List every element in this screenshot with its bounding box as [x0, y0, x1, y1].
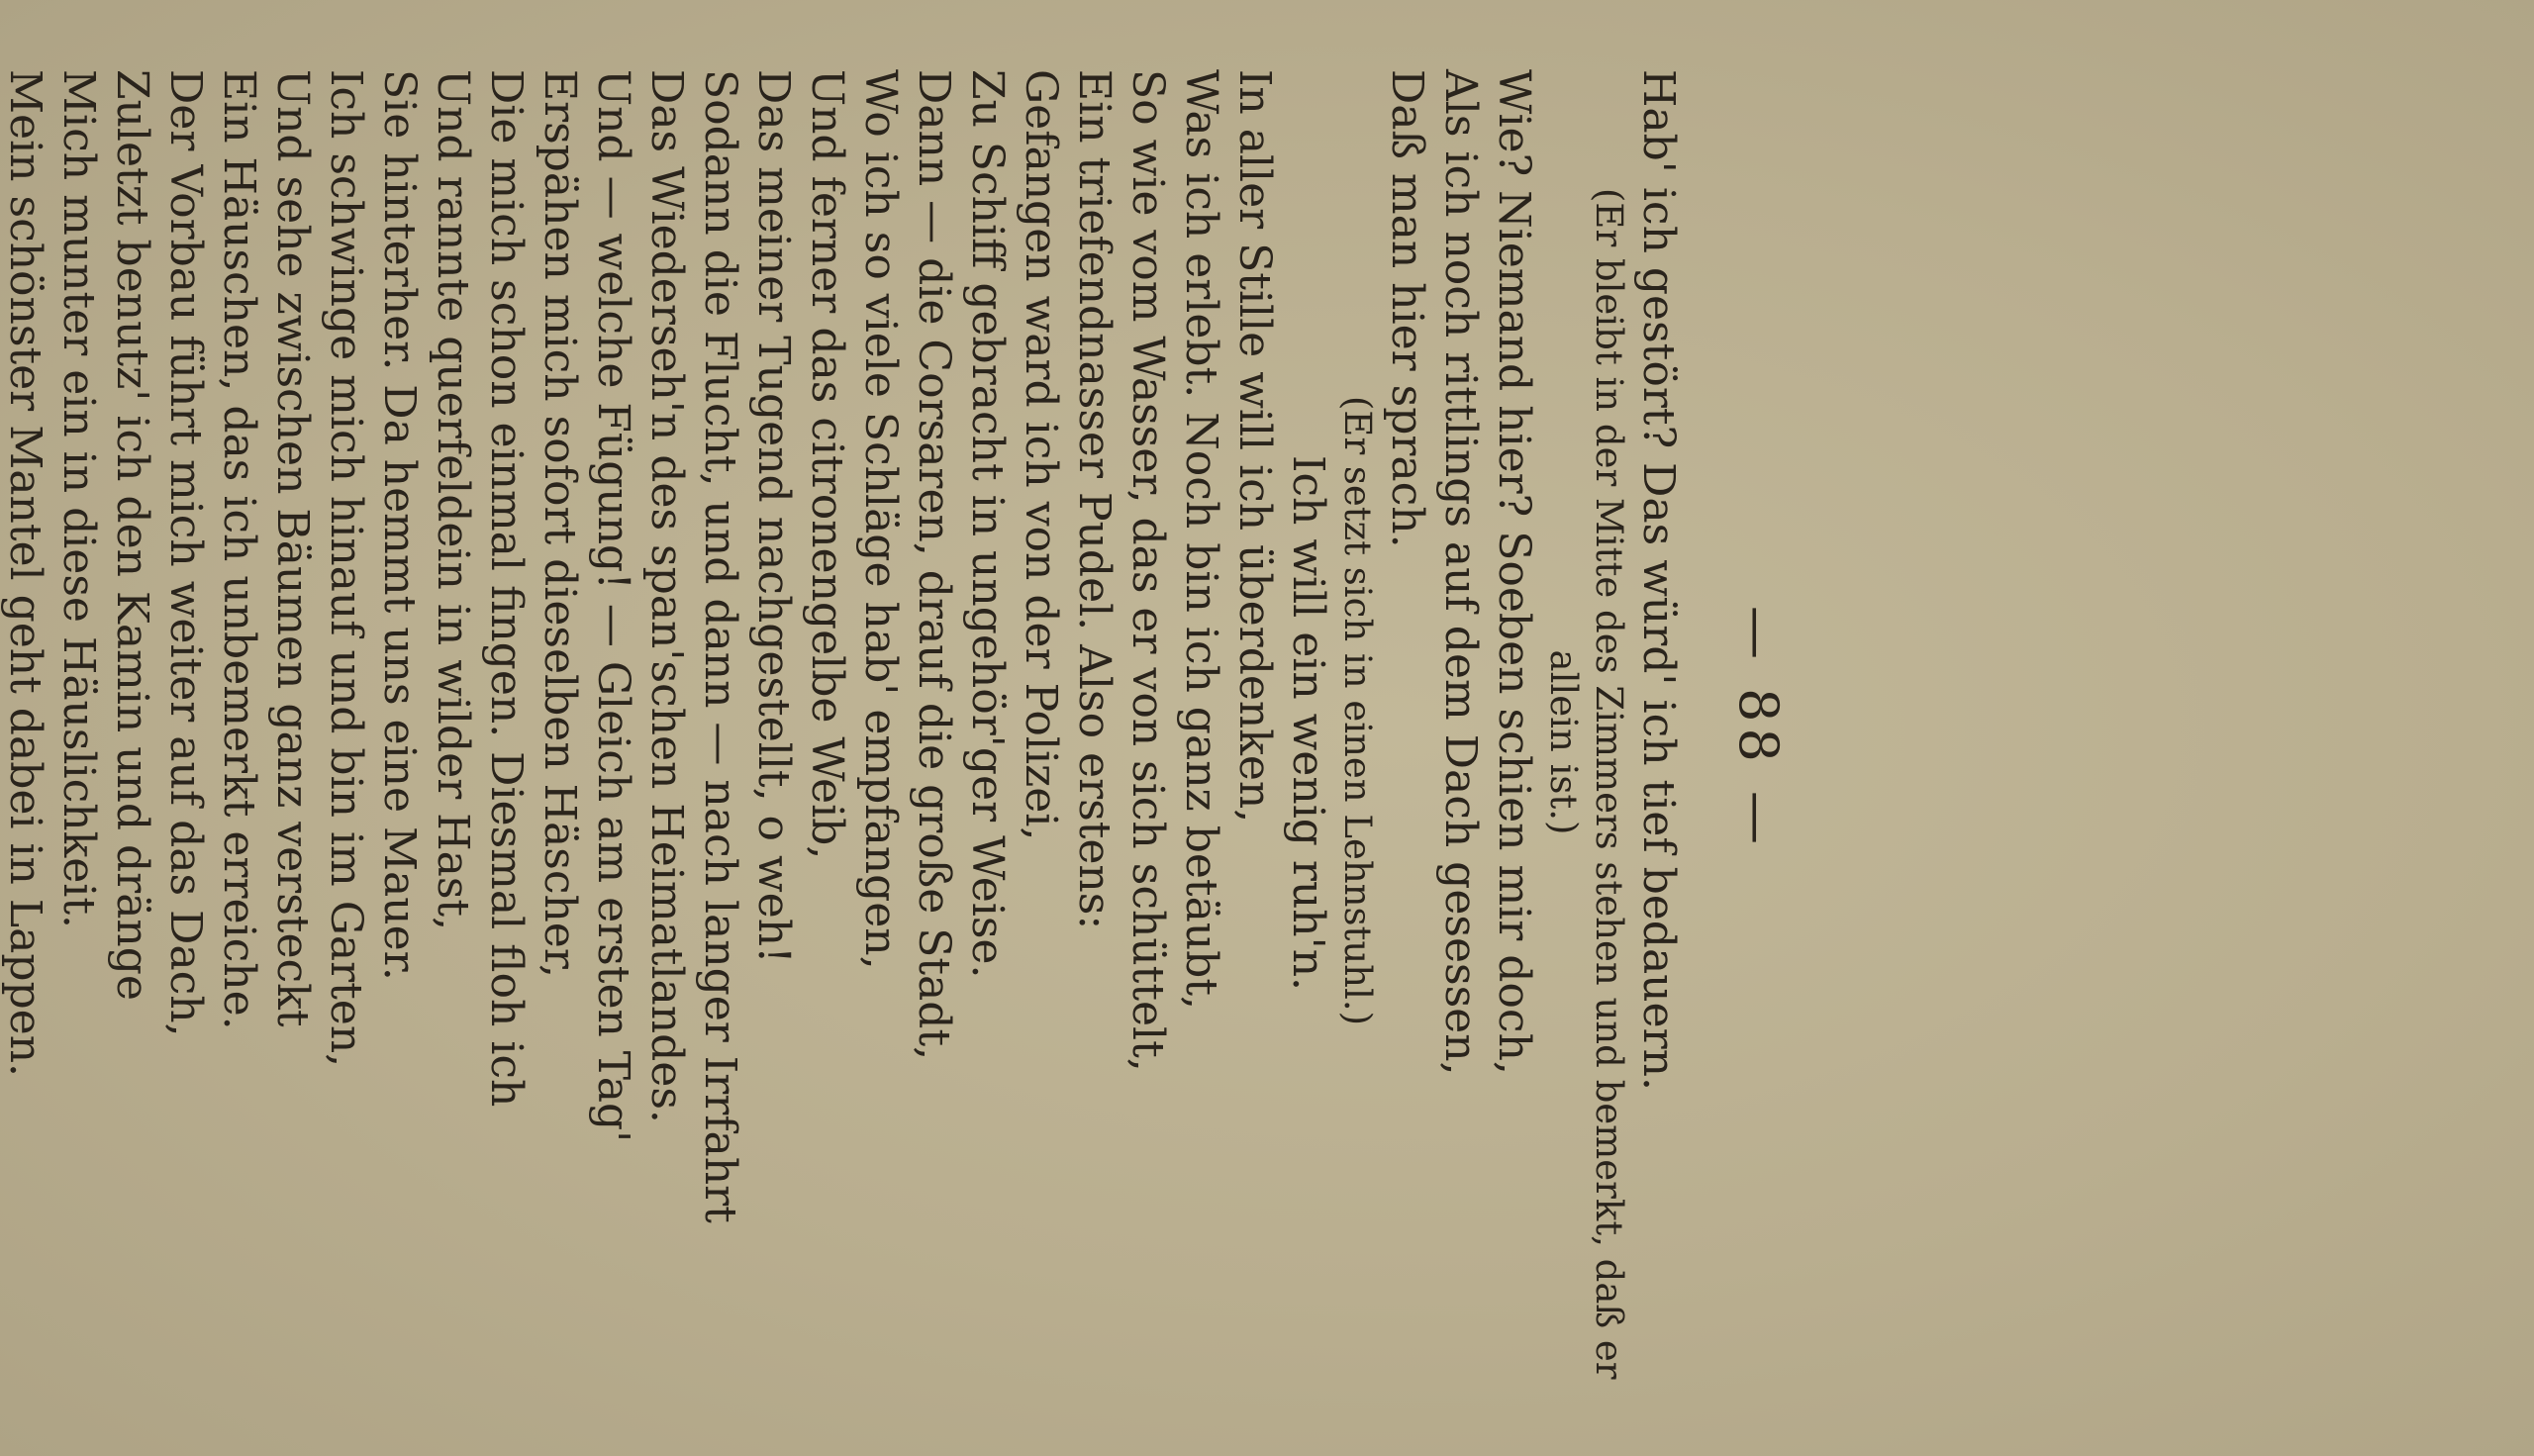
verse-line: Das Wiederseh'n des span'schen Heimatlandes. [641, 69, 692, 1123]
verse-line: Sodann die Flucht, und dann — nach langer Irrfahrt [695, 69, 745, 1223]
verse-line: Daß man hier sprach. [1382, 69, 1432, 548]
verse-line: Was ich erlebt. Noch bin ich ganz betäubt, [1176, 69, 1226, 1010]
verse-line: Der Vorbau führt mich weiter auf das Dach, [160, 69, 211, 1037]
verse-line: Gefangen ward ich von der Polizei, [1016, 69, 1066, 841]
verse-line: Ich schwinge mich hinauf und bin im Garten, [321, 69, 371, 1068]
verse-line: Sie hinterher. Da hemmt uns eine Mauer. [374, 69, 425, 981]
verse-line: Und rannte querfeldein in wilder Hast, [428, 69, 478, 931]
verse-line: Ich will ein wenig ruh'n. [1283, 455, 1333, 992]
page-text [0, 69, 1685, 1415]
verse-line: Mich munter ein in diese Häuslichkeit. [53, 69, 104, 929]
verse-line: Ein triefendnasser Pudel. Also erstens: [1069, 69, 1120, 930]
verse-line: Wie? Niemand hier? Soeben schien mir doch, [1489, 69, 1539, 1075]
verse-line: Und ferner das citronengelbe Weib, [802, 69, 852, 860]
page-number: — 88 — [1727, 605, 1790, 851]
verse-line: Dann — die Corsaren, drauf die große Stadt, [909, 69, 959, 1061]
verse-line: Und — welche Fügung! — Gleich am ersten Tag' [588, 69, 638, 1143]
verse-line: Ein Häuschen, das ich unbemerkt erreiche. [214, 69, 264, 1030]
verse-line: Wo ich so viele Schläge hab' empfangen, [855, 69, 906, 970]
verse-line: Erspähen mich sofort dieselben Häscher, [535, 69, 585, 979]
verse-line: Als ich noch rittlings auf dem Dach gesessen, [1435, 69, 1486, 1076]
verse-line: In aller Stille will ich überdenken, [1229, 69, 1280, 824]
verse-line: Zu Schiff gebracht in ungehör'ger Weise. [962, 69, 1013, 979]
stage-direction: (Er setzt sich in einen Lehnstuhl.) [1336, 396, 1379, 1026]
verse-line: Die mich schon einmal fingen. Diesmal floh ich [481, 69, 532, 1108]
verse-line: Das meiner Tugend nachgestellt, o weh! [748, 69, 799, 964]
verse-line: So wie vom Wasser, das er von sich schüttelt, [1122, 69, 1173, 1072]
stage-direction: (Er bleibt in der Mitte des Zimmers stehen und bemerkt, daß er [1588, 188, 1630, 1380]
verse-line: Mein schönster Mantel geht dabei in Lappen. [0, 69, 50, 1078]
verse-line: Und sehe zwischen Bäumen ganz versteckt [267, 69, 318, 1027]
stage-direction: allein ist.) [1542, 649, 1585, 835]
verse-line: Zuletzt benutz' ich den Kamin und dränge [107, 69, 157, 1001]
verse-line: Hab' ich gestört? Das würd' ich tief bedauern. [1633, 69, 1684, 1091]
